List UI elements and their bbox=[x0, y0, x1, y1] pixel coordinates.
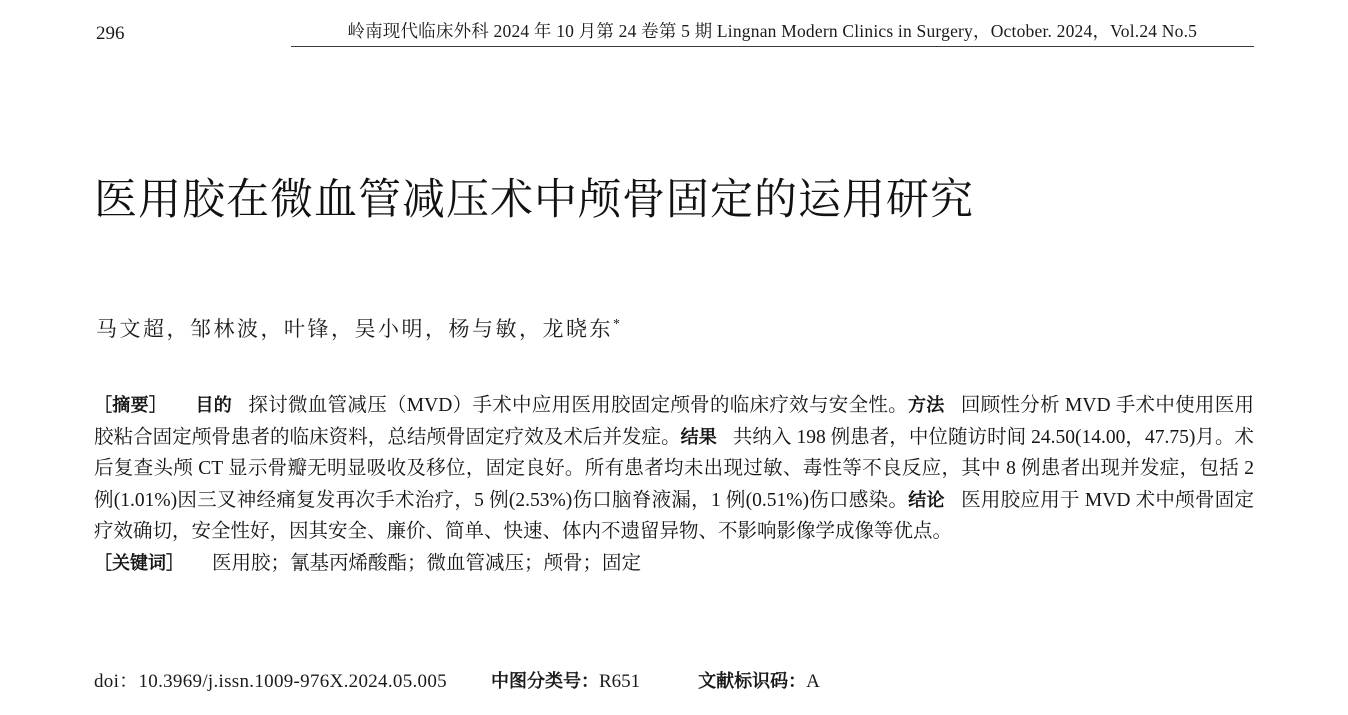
corresponding-author-mark: * bbox=[613, 317, 620, 332]
abstract-conclusion-text: 医用胶应用于 MVD 术中颅骨固定疗效确切，安全性好，因其安全、廉价、简单、快速、体内不遗留异物、不影响影像学成像等优点。 bbox=[94, 489, 1255, 543]
page-title: 医用胶在微血管减压术中颅骨固定的运用研究 bbox=[94, 174, 974, 225]
running-head bbox=[96, 18, 1254, 47]
abstract-block bbox=[94, 390, 1254, 579]
page-number: 296 bbox=[96, 23, 125, 44]
abstract-paragraph bbox=[94, 390, 1254, 548]
abstract-label: ［摘要］ bbox=[94, 395, 168, 416]
running-head-rule bbox=[291, 18, 1255, 47]
abstract-methods-text: 回顾性分析 MVD 手术中使用医用胶粘合固定颅骨患者的临床资料，总结颅骨固定疗效及术后并发症。 bbox=[94, 395, 1255, 448]
keywords-text: 医用胶；氰基丙烯酸酯；微血管减压；颅骨；固定 bbox=[212, 552, 642, 574]
doi-value: doi：10.3969/j.issn.1009-976X.2024.05.005 bbox=[94, 671, 447, 692]
abstract-results-label: 结果 bbox=[680, 426, 717, 448]
article-meta bbox=[94, 666, 1254, 693]
journal-citation-line: 岭南现代临床外科 2024 年 10 月第 24 卷第 5 期 Lingnan Modern Clinics in Surgery，October. 2024，Vol.24 No.5 bbox=[347, 21, 1198, 41]
clc-label: 中图分类号： bbox=[490, 671, 599, 692]
abstract-objective-text: 探讨微血管减压（MVD）手术中应用医用胶固定颅骨的临床疗效与安全性。 bbox=[248, 395, 908, 416]
keywords-label: ［关键词］ bbox=[94, 552, 184, 574]
document-code-value: A bbox=[806, 671, 820, 692]
clc-value: R651 bbox=[598, 671, 641, 692]
document-code-label: 文献标识码： bbox=[698, 671, 807, 692]
keywords-line bbox=[94, 548, 1254, 580]
abstract-objective-label: 目的 bbox=[195, 395, 233, 416]
abstract-methods-label: 方法 bbox=[907, 395, 945, 416]
author-names: 马文超，邹林波，叶锋，吴小明，杨与敏，龙晓东 bbox=[96, 317, 613, 341]
abstract-results-text: 共纳入 198 例患者，中位随访时间 24.50(14.00，47.75)月。术后复查头颅 CT 显示骨瓣无明显吸收及移位，固定良好。所有患者均未出现过敏、毒性等不良反应，其中 8 例患者出现并发症，包括 2 例(1.01%)因三叉神经痛复发再次手术治疗，5 例(2.53%)伤口脑脊液漏，1 例(0.51%)伤口感染。 bbox=[94, 426, 1255, 511]
author-list bbox=[96, 313, 620, 343]
abstract-conclusion-label: 结论 bbox=[908, 489, 945, 511]
